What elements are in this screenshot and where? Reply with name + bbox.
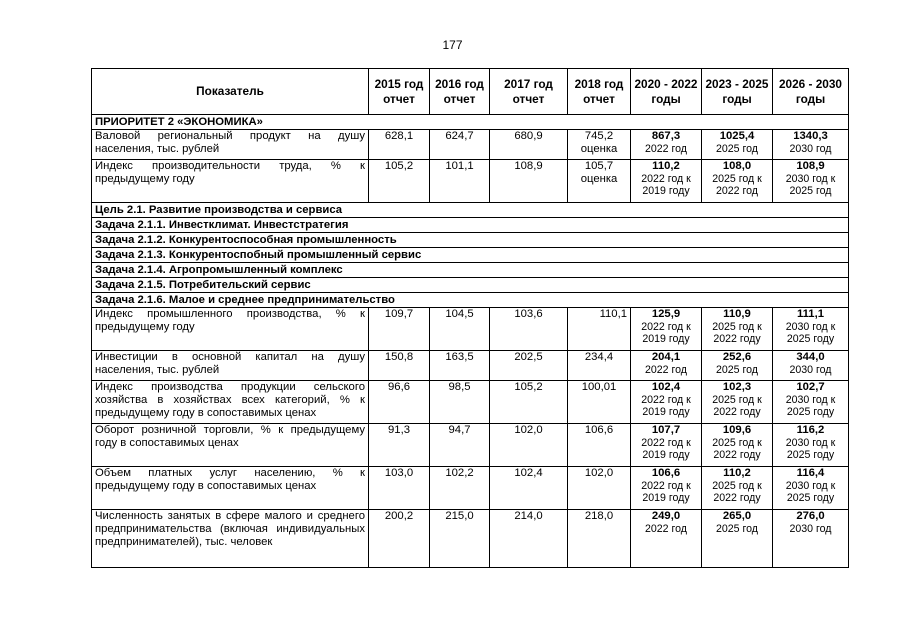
- header-indicator: Показатель: [92, 69, 369, 115]
- target-2022: [631, 424, 702, 467]
- value-2018-number: 105,7: [584, 160, 614, 172]
- target-2022: [631, 510, 702, 568]
- header-2026-2030: 2026 - 2030 годы: [773, 69, 849, 115]
- target-2022: [631, 308, 702, 351]
- target-2030: [773, 424, 849, 467]
- value-2018: [568, 160, 631, 203]
- target-2030: [773, 510, 849, 568]
- target-note: 2025 год: [716, 364, 758, 376]
- target-value: 111,1: [796, 308, 825, 320]
- value-2017: 102,4: [490, 467, 568, 510]
- header-2017: 2017 год отчет: [490, 69, 568, 115]
- target-value: 252,6: [722, 351, 752, 363]
- target-note: 2030 год: [789, 364, 832, 376]
- target-2022: [631, 130, 702, 160]
- target-note: 2030 год к 2025 год: [785, 173, 836, 197]
- table-row: [92, 160, 849, 203]
- target-2030: [773, 381, 849, 424]
- task-title: Задача 2.1.5. Потребительский сервис: [92, 278, 849, 293]
- header-2023-2025: 2023 - 2025 годы: [702, 69, 773, 115]
- target-note: 2025 год к 2022 год: [712, 173, 762, 197]
- target-note: 2030 год: [789, 143, 832, 155]
- section-row: [92, 233, 849, 248]
- target-value: 1025,4: [719, 130, 755, 142]
- header-2016: 2016 год отчет: [430, 69, 490, 115]
- target-note: 2022 год к 2019 году: [641, 480, 691, 504]
- target-value: 110,2: [652, 160, 680, 172]
- target-note: 2025 год к 2022 году: [712, 437, 762, 461]
- value-2016: 98,5: [430, 381, 490, 424]
- target-note: 2022 год: [645, 143, 687, 155]
- target-note: 2025 год: [716, 143, 758, 155]
- section-row: [92, 293, 849, 308]
- target-2030: [773, 160, 849, 203]
- section-row: [92, 278, 849, 293]
- target-note: 2030 год к 2025 году: [785, 321, 836, 345]
- row-label: Индекс производительности труда, % к предыдущему году: [92, 160, 369, 203]
- value-2015: 96,6: [369, 381, 430, 424]
- target-value: 102,4: [651, 381, 681, 393]
- target-2022: [631, 381, 702, 424]
- target-value: 107,7: [651, 424, 681, 436]
- header-row: [92, 69, 849, 115]
- header-2020-2022: 2020 - 2022 годы: [631, 69, 702, 115]
- value-2015: 91,3: [369, 424, 430, 467]
- target-value: 204,1: [651, 351, 681, 363]
- table-row: [92, 130, 849, 160]
- target-value: 125,9: [651, 308, 681, 320]
- target-2025: [702, 381, 773, 424]
- page-number: 177: [442, 38, 463, 52]
- target-note: 2022 год: [645, 523, 687, 535]
- value-2015: 109,7: [369, 308, 430, 351]
- section-row: [92, 203, 849, 218]
- target-2025: [702, 160, 773, 203]
- task-title: Задача 2.1.3. Конкурентоспобный промышленный сервис: [92, 248, 849, 263]
- value-2015: 150,8: [369, 351, 430, 381]
- value-2016: 215,0: [430, 510, 490, 568]
- target-2022: [631, 160, 702, 203]
- priority-row: [92, 115, 849, 130]
- target-2030: [773, 351, 849, 381]
- target-note: 2025 год к 2022 году: [712, 321, 762, 345]
- target-note: 2030 год к 2025 году: [785, 437, 836, 461]
- target-note: 2030 год к 2025 году: [785, 394, 836, 418]
- row-label: Оборот розничной торговли, % к предыдущему году в сопоставимых ценах: [92, 424, 369, 467]
- target-note: 2022 год к 2019 году: [641, 173, 691, 197]
- target-value: 1340,3: [793, 130, 828, 142]
- value-2015: 105,2: [369, 160, 430, 203]
- section-row: [92, 263, 849, 278]
- target-2025: [702, 424, 773, 467]
- section-row: [92, 248, 849, 263]
- value-2017: 108,9: [490, 160, 568, 203]
- row-label: Индекс промышленного производства, % к предыдущему году: [92, 308, 369, 351]
- value-2015: 103,0: [369, 467, 430, 510]
- target-2030: [773, 308, 849, 351]
- target-value: 106,6: [651, 467, 681, 479]
- table-row: [92, 381, 849, 424]
- value-2018: 234,4: [568, 351, 631, 381]
- value-2018: 106,6: [568, 424, 631, 467]
- value-2015: 628,1: [369, 130, 430, 160]
- target-value: 276,0: [796, 510, 825, 522]
- table-row: [92, 351, 849, 381]
- target-note: 2022 год к 2019 году: [641, 437, 691, 461]
- target-value: 102,7: [796, 381, 825, 393]
- row-label: Индекс производства продукции сельского хозяйства в хозяйствах всех категорий, % к предыдущему году в сопоставимых ценах: [92, 381, 369, 424]
- value-2018: 218,0: [568, 510, 631, 568]
- value-2017: 214,0: [490, 510, 568, 568]
- value-2017: 202,5: [490, 351, 568, 381]
- target-value: 110,2: [723, 467, 751, 479]
- section-row: [92, 218, 849, 233]
- header-2015: 2015 год отчет: [369, 69, 430, 115]
- value-2016: 102,2: [430, 467, 490, 510]
- priority-title: ПРИОРИТЕТ 2 «ЭКОНОМИКА»: [92, 115, 849, 130]
- task-title: Задача 2.1.4. Агропромышленный комплекс: [92, 263, 849, 278]
- value-2018: 102,0: [568, 467, 631, 510]
- task-title: Задача 2.1.6. Малое и среднее предпринимательство: [92, 293, 849, 308]
- target-note: 2022 год к 2019 году: [641, 394, 691, 418]
- target-note: 2022 год: [645, 364, 687, 376]
- row-label: Инвестиции в основной капитал на душу населения, тыс. рублей: [92, 351, 369, 381]
- table-row: [92, 308, 849, 351]
- target-2025: [702, 510, 773, 568]
- target-2025: [702, 130, 773, 160]
- value-2016: 104,5: [430, 308, 490, 351]
- target-note: 2025 год к 2022 году: [712, 394, 762, 418]
- target-note: 2025 год к 2022 году: [712, 480, 762, 504]
- target-note: 2030 год к 2025 году: [785, 480, 836, 504]
- value-2016: 163,5: [430, 351, 490, 381]
- target-2025: [702, 467, 773, 510]
- row-label: Валовой региональный продукт на душу населения, тыс. рублей: [92, 130, 369, 160]
- target-2030: [773, 130, 849, 160]
- target-value: 265,0: [722, 510, 752, 522]
- value-2015: 200,2: [369, 510, 430, 568]
- target-value: 867,3: [651, 130, 681, 142]
- value-2016: 624,7: [430, 130, 490, 160]
- indicators-table: [91, 68, 849, 568]
- value-2016: 94,7: [430, 424, 490, 467]
- target-value: 344,0: [796, 351, 825, 363]
- target-2022: [631, 351, 702, 381]
- goal-title: Цель 2.1. Развитие производства и сервиса: [92, 203, 849, 218]
- table-row: [92, 467, 849, 510]
- target-2025: [702, 351, 773, 381]
- target-value: 108,0: [722, 160, 752, 172]
- value-2017: 103,6: [490, 308, 568, 351]
- target-value: 109,6: [722, 424, 752, 436]
- value-2016: 101,1: [430, 160, 490, 203]
- target-value: 108,9: [796, 160, 825, 172]
- row-label: Численность занятых в сфере малого и среднего предпринимательства (включая индивидуальных предпринимателей), тыс. человек: [92, 510, 369, 568]
- target-value: 116,4: [796, 467, 825, 479]
- value-2018: 100,01: [568, 381, 631, 424]
- target-2030: [773, 467, 849, 510]
- value-2018-number: 745,2: [584, 130, 614, 142]
- target-note: 2030 год: [789, 523, 832, 535]
- target-2022: [631, 467, 702, 510]
- target-value: 249,0: [651, 510, 681, 522]
- target-2025: [702, 308, 773, 351]
- value-2018: [568, 130, 631, 160]
- value-2018: 110,1: [568, 308, 631, 351]
- target-value: 110,9: [723, 308, 751, 320]
- row-label: Объем платных услуг населению, % к предыдущему году в сопоставимых ценах: [92, 467, 369, 510]
- value-2017: 102,0: [490, 424, 568, 467]
- target-value: 116,2: [796, 424, 825, 436]
- table-row: [92, 510, 849, 568]
- header-2018: 2018 год отчет: [568, 69, 631, 115]
- task-title: Задача 2.1.2. Конкурентоспособная промышленность: [92, 233, 849, 248]
- target-note: 2025 год: [716, 523, 758, 535]
- value-2018-note: оценка: [580, 143, 618, 155]
- target-note: 2022 год к 2019 году: [641, 321, 691, 345]
- task-title: Задача 2.1.1. Инвестклимат. Инвестстратегия: [92, 218, 849, 233]
- value-2017: 105,2: [490, 381, 568, 424]
- value-2018-note: оценка: [580, 173, 618, 185]
- target-value: 102,3: [722, 381, 752, 393]
- table-row: [92, 424, 849, 467]
- value-2017: 680,9: [490, 130, 568, 160]
